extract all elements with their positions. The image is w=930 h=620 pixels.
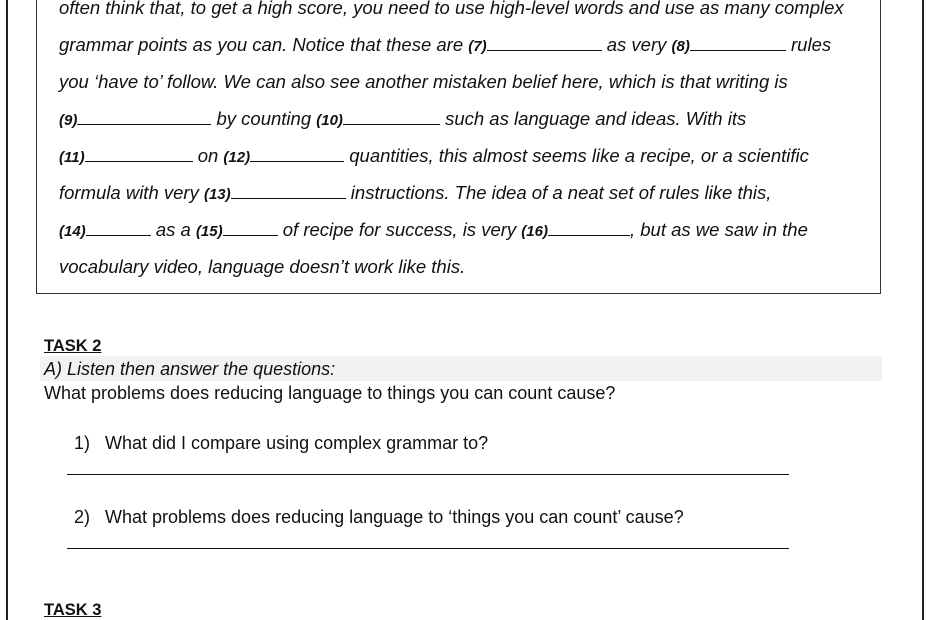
passage-line-4: (9) by counting (10) such as language and ideas. With its [59,108,746,132]
gap-16-blank[interactable] [548,221,630,236]
passage-line-7: (14) as a (15) of recipe for success, is very (16) , but as we saw in the [59,219,808,243]
gap-14-blank[interactable] [86,221,151,236]
page-border-right [922,0,924,620]
gap-9-label: (9) [59,112,78,129]
question-2-number: 2) [74,507,91,527]
gap-7-label: (7) [468,38,487,55]
question-1-text: What did I compare using complex grammar to? [105,433,489,453]
task-2-instruction: A) Listen then answer the questions: [44,359,336,379]
passage-line-1: often think that, to get a high score, you need to use high-level words and use as many complex [59,0,844,18]
gap-9-blank[interactable] [77,110,211,125]
gap-14-label: (14) [59,223,86,240]
gap-15-label: (15) [195,223,223,240]
question-2-answer-line[interactable] [67,548,789,549]
gap-8-label: (8) [671,38,690,55]
gap-7-blank[interactable] [487,36,602,51]
task-2-heading: TASK 2 [44,337,102,355]
task-2-subquestion: What problems does reducing language to things you can count cause? [44,383,616,403]
gap-12-blank[interactable] [250,147,344,162]
task-3-heading: TASK 3 [44,601,102,619]
gap-11-label: (11) [59,149,85,166]
passage-line-5: (11) on (12) quantities, this almost seems like a recipe, or a scientific [59,145,809,169]
gap-11-blank[interactable] [85,147,193,162]
passage-line-2: grammar points as you can. Notice that these are (7) as very (8) rules [59,34,831,58]
question-1-number: 1) [74,433,91,453]
passage-line-8: vocabulary video, language doesn’t work like this. [59,256,466,277]
question-1-answer-line[interactable] [67,474,789,475]
gap-16-label: (16) [521,223,548,240]
gap-10-label: (10) [316,112,343,129]
question-2-text: What problems does reducing language to ‘things you can count’ cause? [105,507,684,527]
gap-15-blank[interactable] [223,221,278,236]
passage-line-6: formula with very (13) instructions. The idea of a neat set of rules like this, [59,182,771,206]
page-border-left [6,0,8,620]
passage-line-3: you ‘have to’ follow. We can also see another mistaken belief here, which is that writing is [59,71,788,92]
gap-13-label: (13) [203,186,231,203]
gap-13-blank[interactable] [231,184,346,199]
gap-10-blank[interactable] [343,110,440,125]
gap-12-label: (12) [223,149,251,166]
gap-8-blank[interactable] [690,36,786,51]
